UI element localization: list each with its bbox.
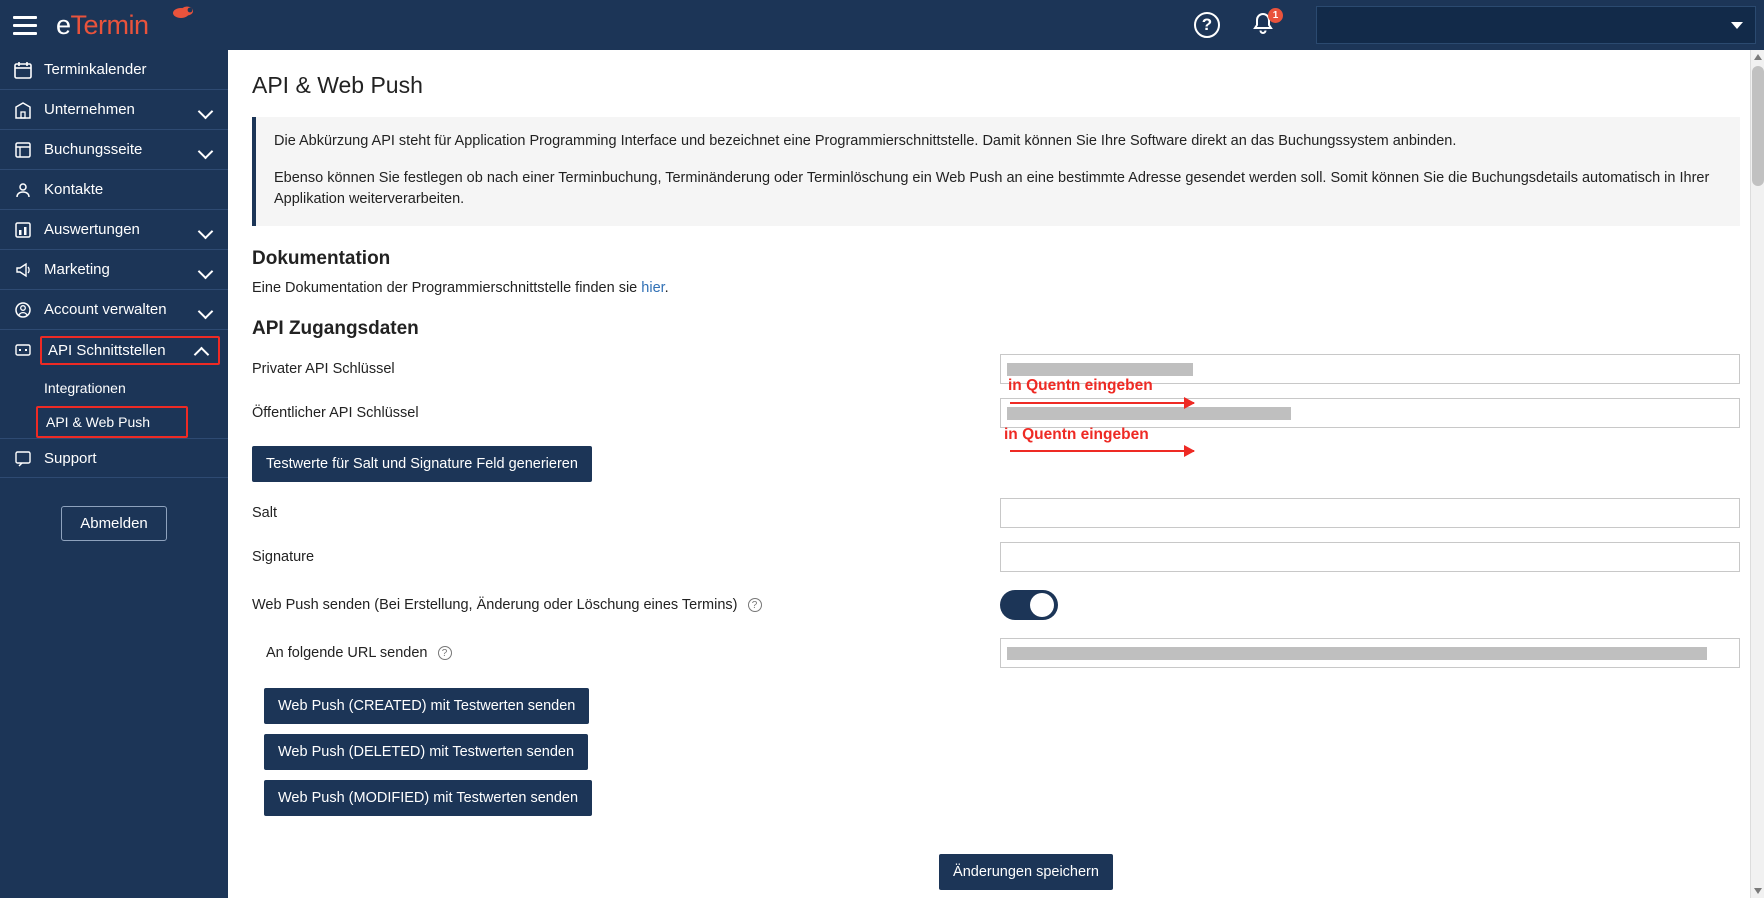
sidebar-subitem-label: API & Web Push <box>46 414 151 430</box>
push-test-buttons <box>252 688 1740 816</box>
annotation-public-key-arrow <box>1010 450 1194 452</box>
logo-e: e <box>56 9 71 40</box>
cloud-icon <box>172 5 196 19</box>
chevron-down-icon[interactable] <box>200 104 212 116</box>
logo-termin: Termin <box>70 9 149 40</box>
web-push-url-label: An folgende URL senden <box>266 645 428 662</box>
menu-toggle-icon[interactable] <box>0 0 50 50</box>
public-key-label: Öffentlicher API Schlüssel <box>252 405 419 422</box>
sidebar-item-marketing[interactable] <box>0 250 228 290</box>
chevron-down-icon[interactable] <box>200 304 212 316</box>
topbar-icons <box>1194 10 1279 39</box>
support-icon <box>6 448 40 468</box>
top-bar <box>0 0 1764 50</box>
sidebar-item-auswertungen[interactable] <box>0 210 228 250</box>
calendar-icon <box>6 60 40 80</box>
redacted-value <box>1007 363 1193 376</box>
sidebar-item-kontakte[interactable] <box>0 170 228 210</box>
chevron-down-icon[interactable] <box>200 144 212 156</box>
logout-area <box>0 506 228 541</box>
building-icon <box>6 100 40 120</box>
sidebar-item-label: Account verwalten <box>44 301 167 318</box>
sidebar <box>0 50 228 898</box>
sidebar-item-label: Auswertungen <box>44 221 140 238</box>
sidebar-subitem-label: Integrationen <box>44 380 126 396</box>
sidebar-item-unternehmen[interactable] <box>0 90 228 130</box>
web-push-label-wrap <box>252 597 1000 613</box>
body <box>0 50 1764 898</box>
notifications-icon[interactable] <box>1250 10 1279 39</box>
save-changes-button[interactable]: Änderungen speichern <box>939 854 1113 890</box>
credentials-heading: API Zugangsdaten <box>252 318 419 340</box>
private-key-label: Privater API Schlüssel <box>252 361 395 378</box>
help-icon[interactable]: ? <box>438 646 452 660</box>
annotation-public-key-text: in Quentn eingeben <box>1004 426 1149 443</box>
web-push-label: Web Push senden (Bei Erstellung, Änderung oder Löschung eines Termins) <box>252 597 738 614</box>
main-content <box>228 50 1764 898</box>
sidebar-item-account-verwalten[interactable] <box>0 290 228 330</box>
sidebar-item-label: Marketing <box>44 261 110 278</box>
save-row <box>252 854 1740 890</box>
sidebar-subitem-api-web-push[interactable] <box>36 406 188 438</box>
sidebar-item-buchungsseite[interactable] <box>0 130 228 170</box>
generate-test-values-button[interactable]: Testwerte für Salt und Signature Feld generieren <box>252 446 592 482</box>
signature-label: Signature <box>252 549 315 566</box>
documentation-text-after: . <box>664 280 669 297</box>
documentation-link[interactable]: hier <box>641 280 665 297</box>
scroll-up-icon[interactable] <box>1754 54 1762 60</box>
documentation-line <box>252 280 1740 296</box>
documentation-text-before: Eine Dokumentation der Programmierschnittstelle finden sie <box>252 280 642 297</box>
chevron-up-icon[interactable] <box>196 344 208 356</box>
reports-icon <box>6 220 40 240</box>
web-push-url-row <box>252 638 1740 668</box>
sidebar-item-label: API Schnittstellen <box>48 341 166 359</box>
sidebar-item-label: Support <box>44 449 97 467</box>
sidebar-item-api-schnittstellen[interactable] <box>0 330 228 370</box>
vertical-scrollbar[interactable] <box>1750 50 1764 898</box>
annotation-private-key-text: in Quentn eingeben <box>1008 377 1153 394</box>
info-paragraph-1: Die Abkürzung API steht für Application Programming Interface und bezeichnet eine Programmierschnittstelle. Damit können Sie Ihre Software direkt an das Buchungssystem anbinden. <box>274 133 1457 149</box>
marketing-icon <box>6 260 40 280</box>
push-created-button[interactable]: Web Push (CREATED) mit Testwerten senden <box>264 688 589 724</box>
sidebar-api-group <box>0 330 228 438</box>
contacts-icon <box>6 180 40 200</box>
notification-badge: 1 <box>1268 8 1283 23</box>
chevron-down-icon[interactable] <box>200 264 212 276</box>
generate-test-values-row <box>252 446 1740 482</box>
logo-text <box>56 10 149 41</box>
help-icon[interactable]: ? <box>1194 12 1220 38</box>
chevron-down-icon <box>1731 22 1743 29</box>
info-paragraph-2: Ebenso können Sie festlegen ob nach einer Terminbuchung, Terminänderung oder Terminlöschung ein Web Push an eine bestimmte Adresse gesendet werden soll. Somit können Sie die Buchungsdetails automatisch in Ihrer Applikation weiterverarbeiten. <box>274 170 1710 208</box>
sidebar-subitem-integrationen[interactable] <box>0 370 228 406</box>
salt-input[interactable] <box>1000 498 1740 528</box>
private-key-row <box>252 354 1740 384</box>
logout-button[interactable]: Abmelden <box>61 506 167 541</box>
account-selector[interactable] <box>1316 6 1756 44</box>
web-push-url-input[interactable] <box>1000 638 1740 668</box>
push-deleted-button[interactable]: Web Push (DELETED) mit Testwerten senden <box>264 734 588 770</box>
booking-page-icon <box>6 140 40 160</box>
help-icon[interactable]: ? <box>748 598 762 612</box>
sidebar-item-label: Buchungsseite <box>44 141 143 158</box>
annotation-private-key-arrow <box>1010 402 1194 404</box>
salt-row <box>252 498 1740 528</box>
api-icon <box>6 340 40 360</box>
web-push-url-label-wrap <box>252 645 1000 661</box>
info-box <box>252 117 1740 226</box>
page-title: API & Web Push <box>252 72 423 98</box>
web-push-toggle[interactable] <box>1000 590 1058 620</box>
chevron-down-icon[interactable] <box>200 224 212 236</box>
logo[interactable] <box>50 0 228 50</box>
scroll-down-icon[interactable] <box>1754 888 1762 894</box>
signature-input[interactable] <box>1000 542 1740 572</box>
redacted-value <box>1007 407 1291 420</box>
web-push-toggle-row <box>252 590 1740 620</box>
sidebar-item-label: Unternehmen <box>44 101 135 118</box>
scrollbar-thumb[interactable] <box>1752 66 1764 186</box>
salt-label: Salt <box>252 505 277 522</box>
redacted-value <box>1007 647 1707 660</box>
account-icon <box>6 300 40 320</box>
signature-row <box>252 542 1740 572</box>
sidebar-item-label: Terminkalender <box>44 61 147 78</box>
push-modified-button[interactable]: Web Push (MODIFIED) mit Testwerten senden <box>264 780 592 816</box>
public-key-row <box>252 398 1740 428</box>
sidebar-item-terminkalender[interactable] <box>0 50 228 90</box>
sidebar-item-label: Kontakte <box>44 181 104 198</box>
sidebar-item-support[interactable] <box>0 438 228 478</box>
documentation-heading: Dokumentation <box>252 248 391 270</box>
